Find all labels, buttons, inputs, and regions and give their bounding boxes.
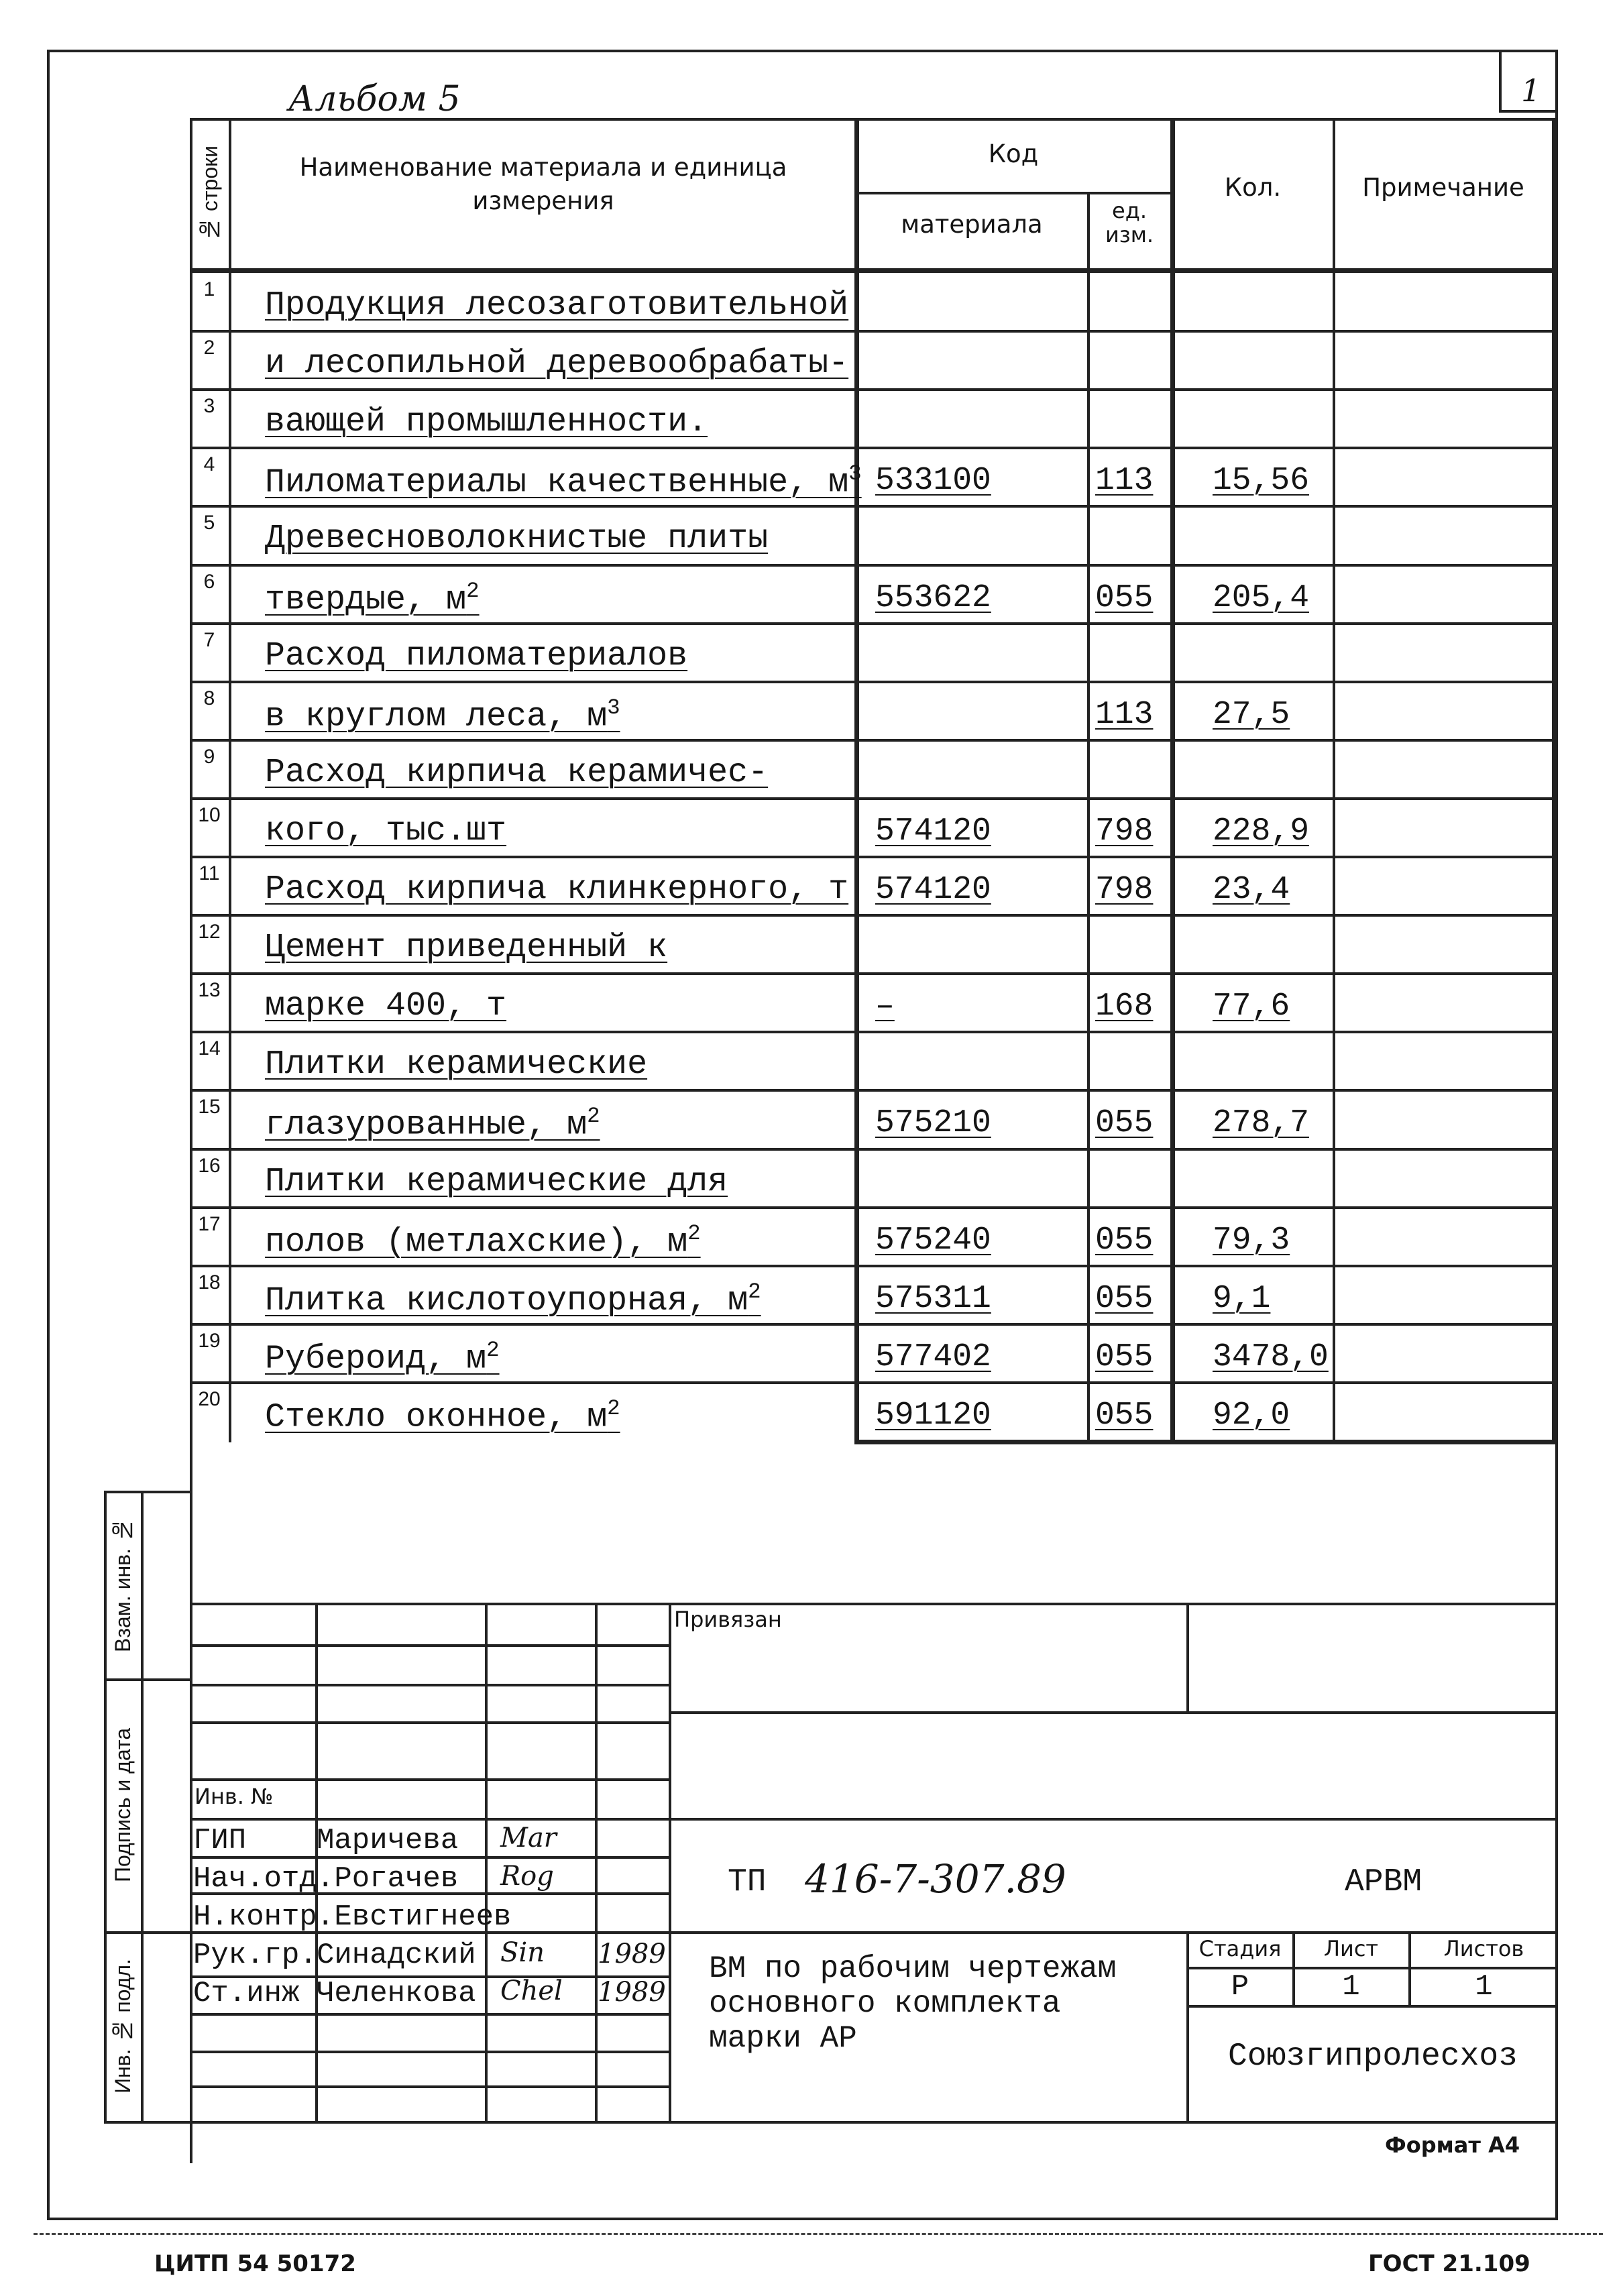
header-qty: Кол. (1224, 173, 1282, 202)
row-material-name (265, 695, 862, 736)
signature-row (192, 1936, 668, 1973)
unit-exponent: 2 (486, 1338, 500, 1363)
row-divider (190, 1031, 1555, 1033)
signer-name: Синадский (317, 1939, 476, 1972)
row-unit-code: 055 (1095, 1281, 1154, 1317)
drawing-description (709, 1951, 1116, 2056)
row-number: 6 (203, 571, 215, 593)
row-material-name (265, 1163, 862, 1201)
description-line-2: основного комплекта (709, 1986, 1061, 2021)
col-line-qty (1170, 118, 1175, 1442)
row-material-name (265, 345, 862, 383)
row-number: 12 (198, 921, 221, 943)
row-number: 8 (203, 687, 215, 709)
row-material-code: 577402 (875, 1339, 991, 1375)
row-material-code: 574120 (875, 813, 991, 850)
row-number: 1 (203, 278, 215, 300)
row-divider (190, 797, 1555, 800)
inv-no-label: Инв. № (194, 1784, 274, 1809)
material-name-text: кого, тыс.шт (265, 812, 507, 850)
row-divider (190, 739, 1555, 742)
tp-prefix: ТП (728, 1864, 767, 1900)
side-strip-bottom (104, 2121, 190, 2124)
row-number: 19 (198, 1330, 221, 1352)
row-quantity: 205,4 (1213, 580, 1310, 616)
row-quantity: 278,7 (1213, 1105, 1310, 1141)
sheets-value: 1 (1475, 1970, 1493, 2004)
row-quantity: 3478,0 (1213, 1339, 1329, 1375)
stamp-row-line (190, 1684, 669, 1686)
row-quantity: 77,6 (1213, 988, 1290, 1025)
header-row-no: № строки (198, 145, 222, 241)
row-divider (190, 622, 1555, 625)
stamp-divider-main (669, 1603, 671, 2121)
row-divider (190, 914, 1555, 917)
unit-exponent: 3 (848, 461, 862, 486)
footer-right: ГОСТ 21.109 (1368, 2250, 1530, 2277)
signature: Sin (500, 1937, 545, 1968)
material-name-text: вающей промышленности. (265, 403, 708, 441)
signature: Rog (500, 1861, 554, 1892)
col-line-right (1552, 118, 1557, 1442)
row-material-name (265, 286, 862, 325)
row-divider (190, 1089, 1555, 1092)
cut-line (34, 2233, 1603, 2235)
sheet-corner-number: 1 (1521, 72, 1541, 109)
row-material-code: 533100 (875, 463, 991, 499)
signature-row (192, 1974, 668, 2012)
row-material-name (265, 870, 862, 909)
row-material-code: 574120 (875, 872, 991, 908)
stamp-row-line (190, 1778, 669, 1781)
stamp-row-line (190, 2085, 669, 2088)
corner-divider-h (1499, 110, 1558, 113)
row-material-name (265, 579, 862, 620)
signer-name: .Евстигнеев (317, 1900, 512, 1934)
row-quantity: 92,0 (1213, 1397, 1290, 1434)
row-number: 15 (198, 1096, 221, 1118)
row-unit-code: 798 (1095, 813, 1154, 850)
stamp-row-line (190, 2013, 669, 2016)
row-material-code: 575210 (875, 1105, 991, 1141)
row-material-name (265, 520, 862, 558)
material-name-text: Рубероид, м (265, 1340, 487, 1379)
row-divider (190, 1381, 1555, 1384)
row-material-name (265, 461, 862, 502)
stamp-row-line (190, 1644, 669, 1647)
material-name-text: Пиломатериалы качественные, м (265, 463, 849, 502)
material-name-text: Расход пиломатериалов (265, 637, 688, 675)
header-note: Примечание (1362, 173, 1524, 202)
row-material-name (265, 1104, 862, 1145)
row-material-name (265, 987, 862, 1025)
header-material-code: материала (901, 210, 1043, 239)
material-name-text: Плитка кислотоупорная, м (265, 1281, 748, 1320)
row-material-name (265, 403, 862, 441)
row-unit-code: 113 (1095, 463, 1154, 499)
header-name: Наименование материала и единица измерения (299, 153, 787, 215)
material-name-text: Расход кирпича клинкерного, т (265, 870, 849, 909)
row-number: 14 (198, 1037, 221, 1059)
stage-value: Р (1231, 1970, 1249, 2004)
row-number: 10 (198, 804, 221, 826)
signer-role: Нач.отд (193, 1862, 317, 1896)
col-line-rowno (229, 118, 231, 1442)
sheet-label: Лист (1323, 1936, 1379, 1961)
material-name-text: глазурованные, м (265, 1106, 587, 1145)
row-divider (190, 1265, 1555, 1267)
description-line-3: марки АР (709, 2021, 857, 2056)
signature: Mar (500, 1823, 557, 1853)
row-unit-code: 113 (1095, 697, 1154, 733)
material-name-text: твердые, м (265, 581, 467, 620)
row-number: 3 (203, 395, 215, 417)
row-divider (190, 1323, 1555, 1326)
side-strip-divider (141, 1491, 144, 2121)
row-unit-code: 055 (1095, 1222, 1154, 1259)
row-divider (190, 447, 1555, 449)
signature-row (192, 1859, 668, 1897)
stamp-bottom (190, 2121, 1558, 2124)
stamp-line-priv (669, 1711, 1558, 1714)
row-number: 13 (198, 979, 221, 1001)
corner-divider (1499, 50, 1502, 111)
description-line-1: ВМ по рабочим чертежам (709, 1951, 1117, 1986)
signature-row (192, 1898, 668, 1935)
col-line-note (1333, 118, 1335, 1442)
row-unit-code: 055 (1095, 1105, 1154, 1141)
signature-date: 1989 (598, 1977, 666, 2008)
album-label: Альбом 5 (288, 79, 461, 119)
signer-role: Н.контр (193, 1900, 317, 1934)
side-label-podpis: Подпись и дата (111, 1727, 135, 1883)
row-number: 20 (198, 1388, 221, 1410)
signature-row (192, 1821, 668, 1859)
row-number: 17 (198, 1213, 221, 1235)
footer-left: ЦИТП 54 50172 (154, 2250, 356, 2277)
sheets-label: Листов (1443, 1936, 1524, 1961)
row-number: 9 (203, 746, 215, 768)
row-material-name (265, 1221, 862, 1262)
row-number: 11 (199, 862, 220, 884)
signer-name: Челенкова (317, 1977, 476, 2010)
material-name-text: Расход кирпича керамичес- (265, 754, 769, 792)
stamp-line-tp-top (669, 1818, 1558, 1821)
col-line-unit (1087, 192, 1090, 1442)
row-unit-code: 055 (1095, 1339, 1154, 1375)
unit-exponent: 3 (607, 695, 620, 720)
table-bottom-border (854, 1440, 1557, 1444)
side-label-inv-podl: Инв. № подл. (111, 1959, 135, 2094)
row-divider (190, 564, 1555, 567)
row-quantity: 15,56 (1213, 463, 1310, 499)
organization: Союзгипролесхоз (1227, 2039, 1518, 2075)
signer-role: Ст.инж (193, 1977, 300, 2010)
row-unit-code: 168 (1095, 988, 1154, 1025)
row-material-code: – (875, 988, 895, 1025)
material-name-text: Плитки керамические для (265, 1163, 728, 1201)
stamp-row-line (190, 1818, 669, 1821)
stamp-divider-priv (1186, 1603, 1189, 1711)
row-number: 18 (198, 1271, 221, 1294)
signer-name: .Рогачев (317, 1862, 459, 1896)
material-name-text: и лесопильной деревообрабаты- (265, 345, 849, 383)
material-name-text: Цемент приведенный к (265, 929, 668, 967)
stamp-top (190, 1603, 1558, 1605)
row-number: 16 (198, 1155, 221, 1177)
stamp-row-line (190, 1721, 669, 1724)
unit-exponent: 2 (748, 1279, 761, 1304)
privyazan-label: Привязан (674, 1607, 782, 1632)
stamp-row-line (190, 2051, 669, 2053)
stamp-line-stage-val (1186, 2005, 1558, 2008)
signer-name: Маричева (317, 1824, 459, 1857)
row-material-name (265, 637, 862, 675)
row-unit-code: 055 (1095, 580, 1154, 616)
header-code: Код (988, 139, 1039, 168)
material-name-text: полов (метлахские), м (265, 1223, 688, 1262)
row-number: 7 (203, 629, 215, 651)
code-subheader-line (854, 192, 1170, 194)
material-name-text: Древесноволокнистые плиты (265, 520, 769, 558)
project-mark: АРВМ (1345, 1864, 1422, 1900)
row-quantity: 27,5 (1213, 697, 1290, 733)
header-bottom-border (190, 268, 1558, 273)
stamp-line-stage-hdr (1186, 1967, 1558, 1969)
row-divider (190, 1206, 1555, 1209)
row-material-code: 575240 (875, 1222, 991, 1259)
row-unit-code: 798 (1095, 872, 1154, 908)
row-number: 4 (203, 453, 215, 475)
row-number: 5 (203, 512, 215, 534)
row-divider (190, 681, 1555, 683)
material-name-text: в круглом леса, м (265, 697, 608, 736)
row-number: 2 (203, 337, 215, 359)
row-divider (190, 1148, 1555, 1151)
row-material-code: 553622 (875, 580, 991, 616)
row-material-name (265, 1396, 862, 1437)
format-label: Формат А4 (1385, 2132, 1520, 2158)
material-name-text: Стекло оконное, м (265, 1398, 608, 1437)
unit-exponent: 2 (466, 579, 480, 604)
material-name-text: Плитки керамические (265, 1045, 648, 1084)
row-quantity: 228,9 (1213, 813, 1310, 850)
row-quantity: 79,3 (1213, 1222, 1290, 1259)
row-unit-code: 055 (1095, 1397, 1154, 1434)
unit-exponent: 2 (607, 1396, 620, 1421)
row-divider (190, 972, 1555, 975)
signer-role: ГИП (193, 1824, 247, 1857)
signature-date: 1989 (598, 1939, 666, 1969)
row-divider (190, 330, 1555, 333)
row-material-code: 575311 (875, 1281, 991, 1317)
table-top-border (190, 118, 1558, 121)
row-material-name (265, 1279, 862, 1320)
material-name-text: Продукция лесозаготовительной (265, 286, 849, 325)
header-unit-code: ед. изм. (1105, 198, 1154, 247)
row-material-name (265, 812, 862, 850)
unit-exponent: 2 (587, 1104, 600, 1129)
row-material-name (265, 1338, 862, 1379)
row-quantity: 9,1 (1213, 1281, 1271, 1317)
stamp-line-tp-bottom (669, 1931, 1558, 1934)
signer-role: Рук.гр. (193, 1939, 317, 1972)
tp-number: 416-7-307.89 (805, 1856, 1066, 1902)
stage-label: Стадия (1198, 1936, 1282, 1961)
row-material-name (265, 1045, 862, 1084)
row-divider (190, 388, 1555, 391)
row-material-name (265, 754, 862, 792)
row-divider (190, 856, 1555, 858)
material-name-text: марке 400, т (265, 987, 507, 1025)
unit-exponent: 2 (687, 1221, 701, 1246)
row-material-code: 591120 (875, 1397, 991, 1434)
side-label-vzam: Взам. инв. № (111, 1518, 135, 1652)
row-divider (190, 505, 1555, 508)
sheet-value: 1 (1342, 1970, 1360, 2004)
row-material-name (265, 929, 862, 967)
row-quantity: 23,4 (1213, 872, 1290, 908)
signature: Chel (500, 1975, 563, 2006)
